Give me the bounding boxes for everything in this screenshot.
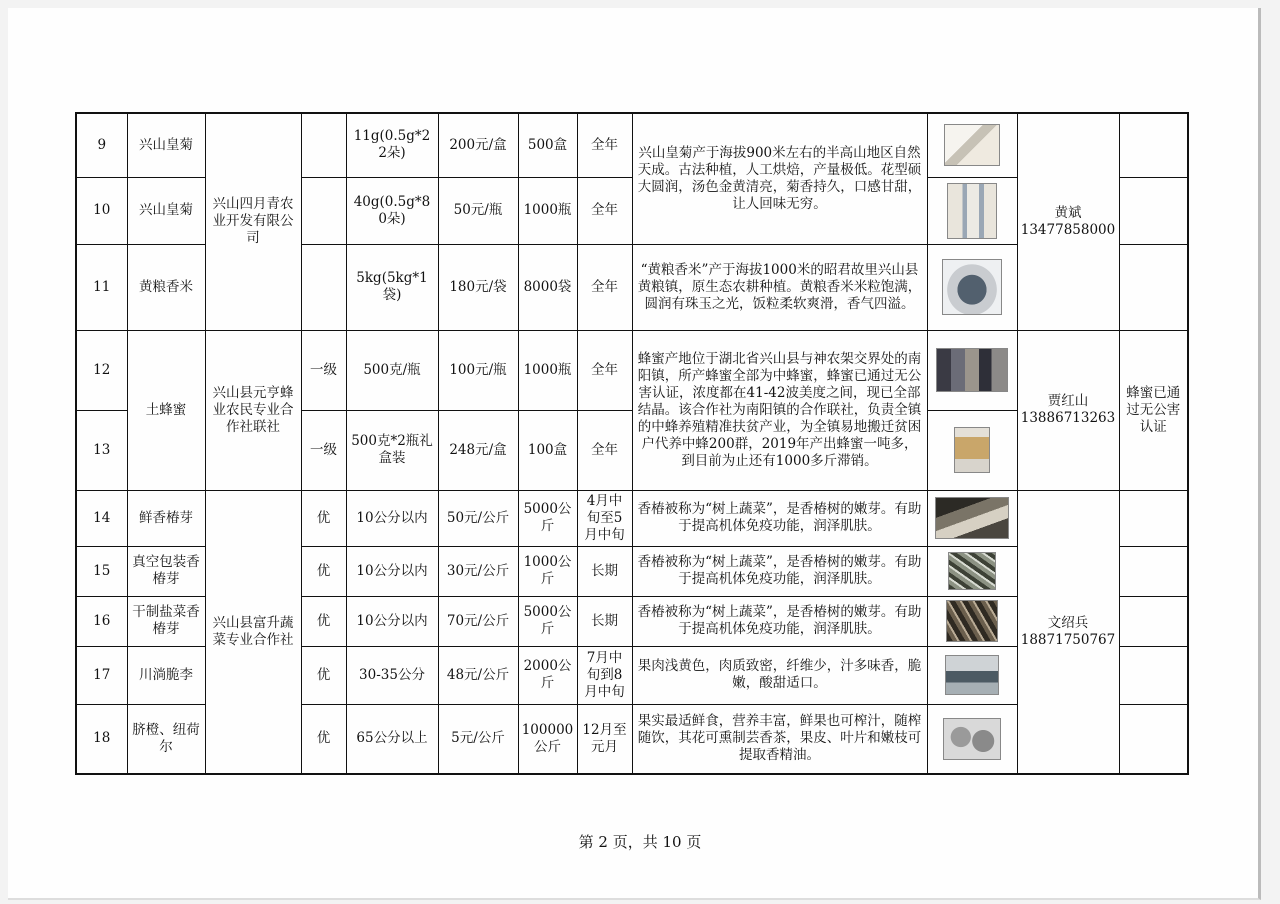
company-name: 兴山县富升蔬菜专业合作社: [205, 490, 301, 774]
spec: 10公分以内: [346, 546, 438, 596]
product-description: 香椿被称为“树上蔬菜”，是香椿树的嫩芽。有助于提高机体免疫功能，润泽肌肤。: [632, 490, 927, 546]
quantity: 500盒: [518, 113, 577, 177]
product-description: 兴山皇菊产于海拔900米左右的半高山地区自然天成。古法种植，人工烘焙，产量极低。花型硕大圆润，汤色金黄清亮，菊香持久，口感甘甜，让人回味无穷。: [632, 113, 927, 244]
contact-name: 文绍兵: [1047, 614, 1089, 631]
grade: 优: [301, 704, 346, 774]
supply-period: 全年: [577, 244, 632, 330]
price: 50元/瓶: [438, 177, 518, 244]
product-name: 土蜂蜜: [127, 330, 205, 490]
product-photo-icon: [935, 497, 1009, 539]
product-photo-icon: [936, 348, 1008, 392]
company-name: 兴山四月青农业开发有限公司: [205, 113, 301, 330]
row-number: 10: [76, 177, 127, 244]
product-photo-cell: [927, 704, 1017, 774]
grade: 一级: [301, 410, 346, 490]
contact-name: 黄斌: [1054, 204, 1082, 221]
product-description: 蜂蜜产地位于湖北省兴山县与神农架交界处的南阳镇，所产蜂蜜全部为中蜂蜜，蜂蜜已通过无公害认证，浓度都在41-42波美度之间，现已全部结晶。该合作社为南阳镇的合作联社，负责全镇的中蜂养殖精准扶贫产业，为全镇易地搬迁贫困户代养中蜂200群，2019年产出蜂蜜一吨多，到目前为止还有1000多斤滞销。: [632, 330, 927, 490]
product-photo-icon: [942, 259, 1002, 315]
grade: 优: [301, 490, 346, 546]
contact-cell: [1017, 113, 1119, 330]
product-table: [75, 112, 1189, 775]
product-name: 干制盐菜香椿芽: [127, 596, 205, 646]
remark: 蜂蜜已通过无公害认证: [1119, 330, 1188, 490]
table-row: [76, 490, 1188, 546]
contact-name: 贾红山: [1047, 393, 1089, 409]
product-name: 真空包装香椿芽: [127, 546, 205, 596]
supply-period: 全年: [577, 330, 632, 410]
row-number: 18: [76, 704, 127, 774]
page-footer: 第 2 页，共 10 页: [578, 833, 702, 851]
grade: [301, 244, 346, 330]
supply-period: 全年: [577, 177, 632, 244]
remark: [1119, 596, 1188, 646]
remark: [1119, 546, 1188, 596]
remark: [1119, 244, 1188, 330]
product-name: 兴山皇菊: [127, 113, 205, 177]
product-description: 果肉浅黄色，肉质致密，纤维少，汁多味香，脆嫩，酸甜适口。: [632, 646, 927, 704]
row-number: 15: [76, 546, 127, 596]
quantity: 1000公斤: [518, 546, 577, 596]
grade: 优: [301, 646, 346, 704]
table-row: [76, 113, 1188, 177]
spec: 500克*2瓶礼盒装: [346, 410, 438, 490]
contact-phone: 18871750767: [1020, 631, 1116, 648]
supply-period: 7月中旬到8月中旬: [577, 646, 632, 704]
contact-phone: 13886713263: [1020, 410, 1116, 426]
product-photo-icon: [948, 552, 996, 590]
grade: [301, 113, 346, 177]
row-number: 14: [76, 490, 127, 546]
contact-cell: [1017, 330, 1119, 490]
quantity: 5000公斤: [518, 490, 577, 546]
spec: 500克/瓶: [346, 330, 438, 410]
quantity: 2000公斤: [518, 646, 577, 704]
remark: [1119, 490, 1188, 546]
quantity: 1000瓶: [518, 177, 577, 244]
price: 5元/公斤: [438, 704, 518, 774]
remark: [1119, 646, 1188, 704]
product-photo-cell: [927, 113, 1017, 177]
product-name: 川淌脆李: [127, 646, 205, 704]
product-photo-cell: [927, 177, 1017, 244]
price: 180元/袋: [438, 244, 518, 330]
product-photo-icon: [944, 124, 1000, 166]
price: 70元/公斤: [438, 596, 518, 646]
row-number: 12: [76, 330, 127, 410]
quantity: 5000公斤: [518, 596, 577, 646]
table-row: [76, 330, 1188, 410]
product-photo-cell: [927, 244, 1017, 330]
product-photo-cell: [927, 596, 1017, 646]
product-name: 脐橙、纽荷尔: [127, 704, 205, 774]
contact-cell: [1017, 490, 1119, 774]
price: 100元/瓶: [438, 330, 518, 410]
remark: [1119, 113, 1188, 177]
quantity: 1000瓶: [518, 330, 577, 410]
row-number: 16: [76, 596, 127, 646]
row-number: 11: [76, 244, 127, 330]
quantity: 100盒: [518, 410, 577, 490]
product-description: 香椿被称为“树上蔬菜”，是香椿树的嫩芽。有助于提高机体免疫功能，润泽肌肤。: [632, 546, 927, 596]
price: 50元/公斤: [438, 490, 518, 546]
remark: [1119, 177, 1188, 244]
row-number: 17: [76, 646, 127, 704]
grade: 一级: [301, 330, 346, 410]
row-number: 13: [76, 410, 127, 490]
product-photo-icon: [945, 655, 999, 695]
supply-period: 12月至元月: [577, 704, 632, 774]
product-name: 鲜香椿芽: [127, 490, 205, 546]
product-photo-cell: [927, 330, 1017, 410]
product-description: “黄粮香米”产于海拔1000米的昭君故里兴山县黄粮镇，原生态农耕种植。黄粮香米米粒饱满，圆润有珠玉之光，饭粒柔软爽滑，香气四溢。: [632, 244, 927, 330]
grade: 优: [301, 596, 346, 646]
contact-phone: 13477858000: [1020, 221, 1116, 238]
spec: 30-35公分: [346, 646, 438, 704]
remark: [1119, 704, 1188, 774]
product-name: 兴山皇菊: [127, 177, 205, 244]
spec: 10公分以内: [346, 596, 438, 646]
row-number: 9: [76, 113, 127, 177]
price: 200元/盒: [438, 113, 518, 177]
product-photo-icon: [943, 718, 1001, 760]
product-photo-cell: [927, 410, 1017, 490]
product-description: 果实最适鲜食，营养丰富，鲜果也可榨汁，随榨随饮，其花可熏制芸香茶，果皮、叶片和嫩枝可提取香精油。: [632, 704, 927, 774]
supply-period: 全年: [577, 410, 632, 490]
price: 30元/公斤: [438, 546, 518, 596]
product-name: 黄粮香米: [127, 244, 205, 330]
company-name: 兴山县元亨蜂业农民专业合作社联社: [205, 330, 301, 490]
product-photo-cell: [927, 546, 1017, 596]
quantity: 100000公斤: [518, 704, 577, 774]
spec: 11g(0.5g*22朵): [346, 113, 438, 177]
product-photo-icon: [946, 600, 998, 642]
grade: 优: [301, 546, 346, 596]
quantity: 8000袋: [518, 244, 577, 330]
supply-period: 长期: [577, 546, 632, 596]
price: 48元/公斤: [438, 646, 518, 704]
supply-period: 全年: [577, 113, 632, 177]
product-photo-icon: [954, 427, 990, 473]
grade: [301, 177, 346, 244]
product-description: 香椿被称为“树上蔬菜”，是香椿树的嫩芽。有助于提高机体免疫功能，润泽肌肤。: [632, 596, 927, 646]
product-photo-cell: [927, 646, 1017, 704]
product-photo-cell: [927, 490, 1017, 546]
supply-period: 4月中旬至5月中旬: [577, 490, 632, 546]
spec: 40g(0.5g*80朵): [346, 177, 438, 244]
spec: 10公分以内: [346, 490, 438, 546]
supply-period: 长期: [577, 596, 632, 646]
product-photo-icon: [947, 183, 997, 239]
spec: 65公分以上: [346, 704, 438, 774]
price: 248元/盒: [438, 410, 518, 490]
spec: 5kg(5kg*1袋): [346, 244, 438, 330]
